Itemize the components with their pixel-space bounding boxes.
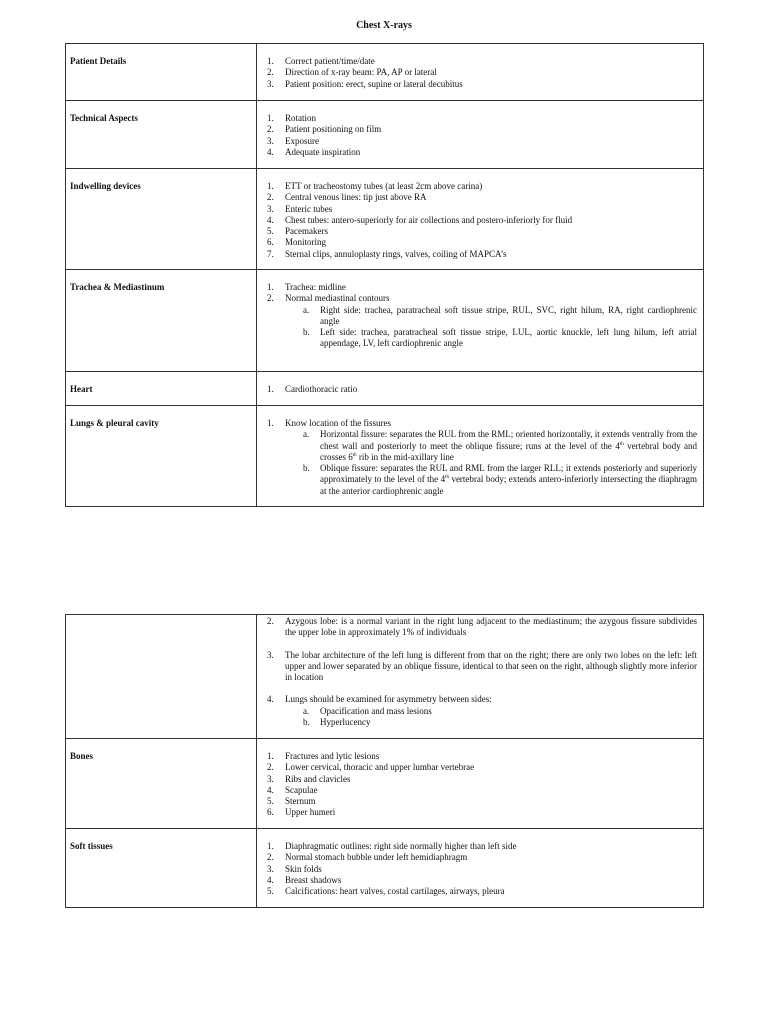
list-item: 6. Monitoring [267, 237, 327, 248]
section-label: Heart [66, 372, 257, 406]
list-item: 5. Sternum [267, 796, 316, 807]
section-content [257, 739, 704, 829]
list-item: 5. Pacemakers [267, 226, 328, 237]
list-item: 1. Correct patient/time/date [267, 56, 375, 66]
row-trachea-mediastinum [66, 270, 704, 372]
sub-list-item: a. Opacification and mass lesions [303, 705, 432, 716]
list-item: 4. Adequate inspiration [267, 146, 361, 157]
list-item: 3. Skin folds [267, 863, 322, 874]
list-item: 1. ETT or tracheostomy tubes (at least 2cm above carina) [267, 181, 483, 191]
list-item: 2. Direction of x-ray beam: PA, AP or lateral [267, 67, 437, 78]
list-item: 2. Azygous lobe: is a normal variant in the right lung adjacent to the mediastinum; the azygous fissure subdivides the upper lobe in approximately 1% of individuals [267, 616, 697, 638]
list-item: 3. Enteric tubes [267, 203, 333, 214]
list-item: 4. Chest tubes: antero-superiorly for air collections and postero-inferiorly for fluid [267, 214, 573, 225]
sub-list-item: a. Right side: trachea, paratracheal soft tissue stripe, RUL, SVC, right hilum, RA, right cardiophrenic angle [303, 304, 697, 326]
section-content [257, 372, 704, 406]
list-item: 1. Diaphragmatic outlines: right side normally higher than left side [267, 841, 517, 851]
sub-list-item: b. Hyperlucency [303, 717, 371, 728]
section-content [257, 44, 704, 101]
list-item: 4. Scapulae [267, 784, 318, 795]
section-content [257, 615, 704, 739]
list-item: 4. Breast shadows [267, 874, 342, 885]
page-title: Chest X-rays [356, 20, 412, 31]
list-item: 1. Trachea: midline [267, 282, 346, 292]
row-lungs-continued [66, 615, 704, 739]
list-item: 1. Rotation [267, 113, 316, 123]
list-item: 7. Sternal clips, annuloplasty rings, valves, coiling of MAPCA’s [267, 248, 507, 259]
row-lungs-pleural-cavity [66, 406, 704, 507]
checklist-table-2 [65, 614, 704, 908]
section-label-empty [66, 615, 257, 739]
section-label: Indwelling devices [66, 169, 257, 270]
list-item: 1. Fractures and lytic lesions [267, 751, 380, 761]
list-item: 3. Patient position: erect, supine or lateral decubitus [267, 78, 463, 89]
row-patient-details [66, 44, 704, 101]
row-soft-tissues [66, 829, 704, 908]
list-item: 3. Ribs and clavicles [267, 773, 351, 784]
section-content [257, 101, 704, 169]
list-item: 2. Central venous lines: tip just above RA [267, 192, 427, 203]
section-label: Bones [66, 739, 257, 829]
list-item: 2. Normal stomach bubble under left hemidiaphragm [267, 852, 468, 863]
row-bones [66, 739, 704, 829]
section-content [257, 270, 704, 372]
row-heart [66, 372, 704, 406]
section-content [257, 406, 704, 507]
list-item: 5. Calcifications: heart valves, costal cartilages, airways, pleura [267, 886, 505, 897]
list-item: 1. Know location of the fissures a. Horizontal fissure: separates the RUL from the RML; oriented horizontally, it extends ventrally from the chest wall and posteriorly to meet the oblique fissure; runs at the level of the 4th vertebral body and crosses 6th rib in the mid-axillary line b. Oblique fissure: separates the RUL and RML from the larger RLL; it extends posteriorly and superiorly approximately to the level of the 4th vertebral body; extends antero-inferiorly intersecting the diaphragm at the anterior cardiophrenic angle [267, 418, 697, 496]
list-item: 3. The lobar architecture of the left lung is different from that on the right; there are only two lobes on the left: left upper and lower separated by an oblique fissure, identical to that seen on the right, although slightly more inferior in location [267, 649, 697, 683]
section-content [257, 169, 704, 270]
list-item: 3. Exposure [267, 135, 319, 146]
sub-list-item: a. Horizontal fissure: separates the RUL from the RML; oriented horizontally, it extends ventrally from the chest wall and posteriorly to meet the oblique fissure; runs at the level of the 4th vertebral body and crosses 6th rib in the mid-axillary line [303, 429, 697, 462]
sub-list-item: b. Left side: trachea, paratracheal soft tissue stripe, LUL, aortic knuckle, left lung hilum, left atrial appendage, LV, left cardiophrenic angle [303, 327, 697, 349]
section-label: Lungs & pleural cavity [66, 406, 257, 507]
section-label: Patient Details [66, 44, 257, 101]
section-label: Technical Aspects [66, 101, 257, 169]
list-item: 6. Upper humeri [267, 807, 336, 818]
list-item: 4. Lungs should be examined for asymmetry between sides: a. Opacification and mass lesions b. Hyperlucency [285, 694, 697, 728]
list-item: 2. Patient positioning on film [267, 124, 382, 135]
sub-list-item: b. Oblique fissure: separates the RUL and RML from the larger RLL; it extends posteriorly and superiorly approximately to the level of the 4th vertebral body; extends antero-inferiorly intersecting the diaphragm at the anterior cardiophrenic angle [303, 463, 697, 496]
list-item: 2. Lower cervical, thoracic and upper lumbar vertebrae [267, 762, 475, 773]
section-label: Soft tissues [66, 829, 257, 908]
row-technical-aspects [66, 101, 704, 169]
section-label: Trachea & Mediastinum [66, 270, 257, 372]
list-item: 1. Cardiothoracic ratio [267, 384, 358, 394]
checklist-table-1 [65, 43, 704, 507]
section-content [257, 829, 704, 908]
row-indwelling-devices [66, 169, 704, 270]
list-item: 2. Normal mediastinal contours a. Right side: trachea, paratracheal soft tissue stripe, RUL, SVC, right hilum, RA, right cardiophrenic angle b. Left side: trachea, paratracheal soft tissue stripe, LUL, aortic knuckle, left lung hilum, left atrial appendage, LV, left cardiophrenic angle [267, 293, 697, 349]
